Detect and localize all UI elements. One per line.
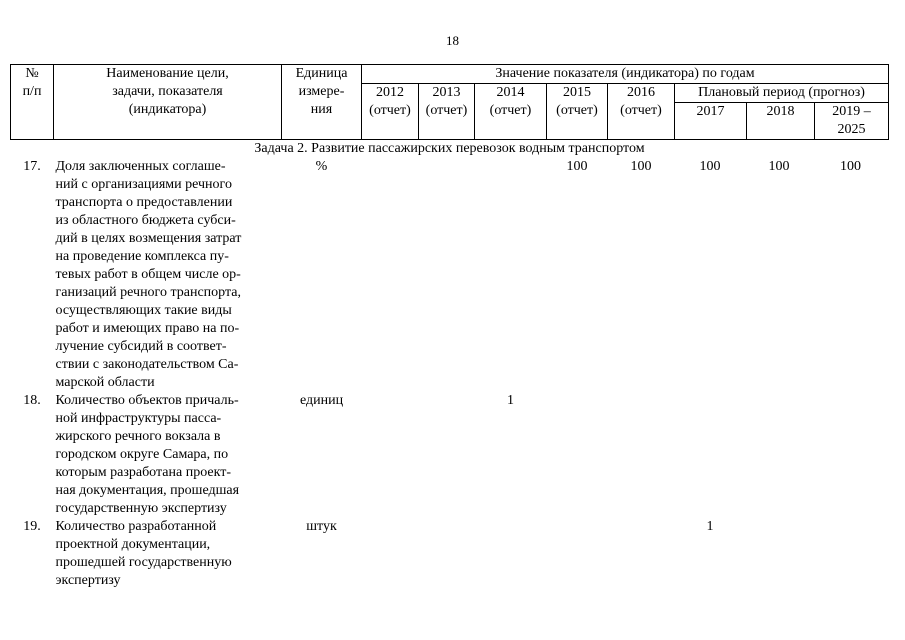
table-row — [11, 392, 889, 518]
section-title: Задача 2. Развитие пассажирских перевозок водным транспортом — [254, 141, 645, 156]
value-2017 — [675, 392, 746, 518]
header-row-top — [11, 65, 889, 84]
value-2015 — [547, 518, 608, 590]
value-2016 — [608, 518, 675, 590]
value-2017: 100 — [699, 159, 721, 174]
row-number: 18. — [23, 393, 41, 408]
indicator-name: Количество объектов причаль- ной инфраструктуры пасса- жирского речного вокзала в городском округе Самара, по которым разработана проект- ная документация, прошедшая государственную экспертизу — [55, 393, 240, 516]
value-2013 — [419, 392, 475, 518]
value-2017: 1 — [706, 519, 714, 534]
page-number: 18 — [446, 33, 459, 48]
header-year-2016: 2016 (отчет) — [608, 84, 675, 140]
section-row — [11, 140, 889, 159]
value-2014 — [475, 158, 547, 392]
value-2012 — [362, 518, 419, 590]
value-2019-2025 — [813, 392, 889, 518]
value-2013 — [419, 518, 475, 590]
header-planned-period: Плановый период (прогноз) 2017 2018 2019 – 2025 — [675, 84, 889, 140]
table-row — [11, 158, 889, 392]
value-2019-2025: 100 — [840, 159, 861, 174]
value-2018: 100 — [768, 159, 790, 174]
header-year-2018: 2018 — [747, 103, 815, 139]
indicator-name: Количество разработанной проектной документации, прошедшей государственную экспертизу — [55, 519, 232, 588]
value-2016: 100 — [630, 159, 652, 174]
indicators-table — [10, 64, 889, 590]
header-num: № п/п — [11, 65, 54, 140]
value-2013 — [419, 158, 475, 392]
value-2012 — [362, 392, 419, 518]
value-2014 — [475, 518, 547, 590]
unit: % — [315, 159, 328, 174]
indicator-name: Доля заключенных соглаше- ний с организациями речного транспорта о предоставлении из областного бюджета субси- дий в целях возмещения затрат на проведение комплекса пу- тевых работ в общем числе ор- ганизаций речного транспорта, осуществляющих такие виды работ и имеющих право на по- лучение субсидий в соответ- ствии с законодательством Са- марской области — [55, 159, 242, 390]
value-2014: 1 — [507, 393, 514, 408]
header-year-2012: 2012 (отчет) — [362, 84, 419, 140]
value-2015: 100 — [566, 159, 588, 174]
row-number: 19. — [23, 519, 41, 534]
header-year-2019-2025: 2019 – 2025 — [832, 104, 871, 137]
value-2012 — [362, 158, 419, 392]
header-year-2015: 2015 (отчет) — [547, 84, 608, 140]
header-year-2013: 2013 (отчет) — [419, 84, 475, 140]
header-unit: Единица измере- ния — [282, 65, 362, 140]
header-name: Наименование цели, задачи, показателя (индикатора) — [54, 65, 282, 140]
value-2016 — [608, 392, 675, 518]
unit: штук — [306, 519, 337, 534]
value-2018 — [746, 392, 813, 518]
value-2018 — [746, 518, 813, 590]
unit: единиц — [299, 393, 344, 408]
header-year-2014: 2014 (отчет) — [475, 84, 547, 140]
table-row — [11, 518, 889, 590]
row-number: 17. — [23, 159, 41, 174]
header-values-by-year: Значение показателя (индикатора) по годам — [362, 65, 889, 84]
header-year-2017: 2017 — [675, 103, 747, 139]
value-2015 — [547, 392, 608, 518]
value-2019-2025 — [813, 518, 889, 590]
